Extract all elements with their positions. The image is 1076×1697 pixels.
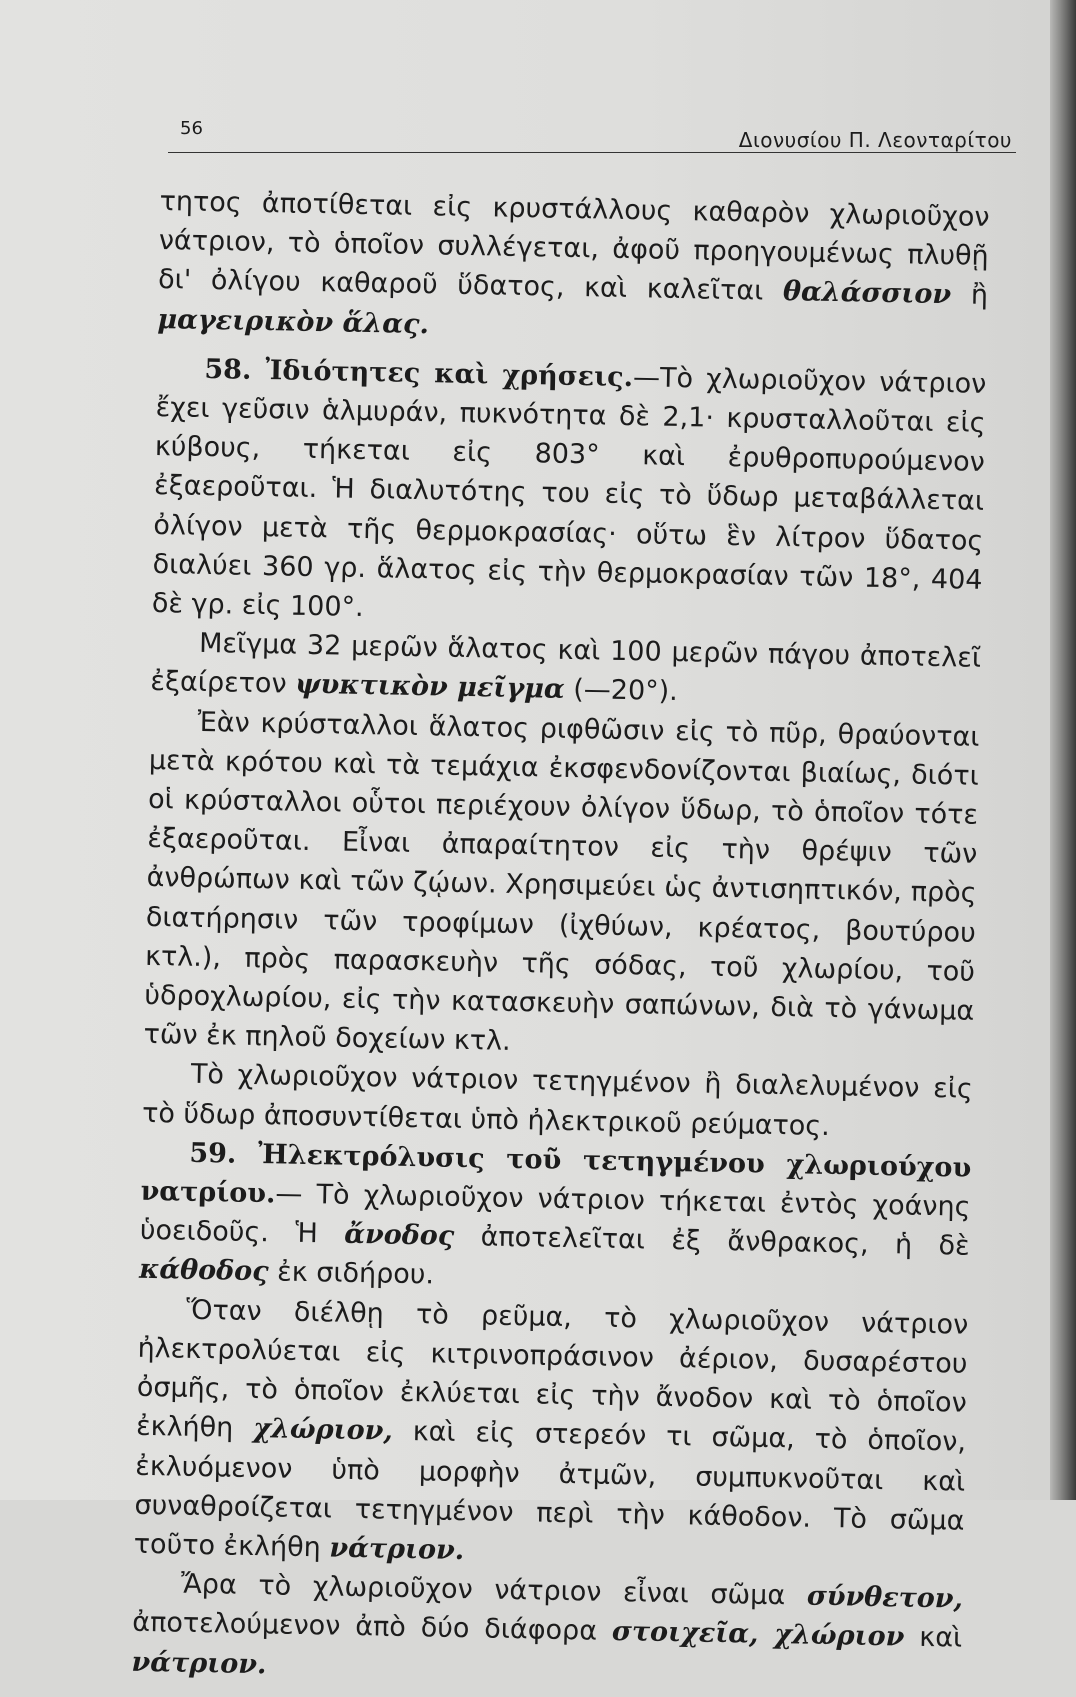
running-title: Διονυσίου Π. Λεονταρίτου <box>738 128 1012 152</box>
emphasis-term: στοιχεῖα, χλώριον <box>611 1616 905 1653</box>
paragraph-text: ἀποτελούμενον ἀπὸ δύο διάφορα <box>132 1607 598 1647</box>
emphasis-term: νάτριον. <box>131 1646 267 1680</box>
body-text <box>131 182 990 1697</box>
paragraph-text: —Τὸ χλωριοῦχον νάτριον ἔχει γεῦσιν ἁλμυράν, πυκνότητα δὲ 2,1· κρυσταλλοῦται εἰς κύβους, τήκεται εἰς 803° καὶ ἐρυθροπυρούμενον ἐξαεροῦται. Ἡ διαλυτότης του εἰς τὸ ὕδωρ μεταβάλλεται ὀλίγον μετὰ τῆς θερμοκρασίας· οὕτω ἓν λίτρον ὕδατος διαλύει 360 γρ. ἅλατος εἰς τὴν θερμοκρασίαν τῶν 18°, 404 δὲ γρ. εἰς 100°. <box>151 361 987 624</box>
emphasis-term: σύνθετον, <box>806 1580 964 1615</box>
emphasis-term: χλώριον, <box>252 1413 394 1447</box>
paragraph-text: καὶ <box>919 1622 963 1654</box>
emphasis-term: νάτριον. <box>329 1532 465 1566</box>
paragraph-text: ἢ <box>970 279 989 312</box>
paragraph-6 <box>139 1133 972 1306</box>
paragraph-8 <box>131 1564 963 1697</box>
paragraph-4 <box>143 702 980 1071</box>
page-header <box>168 116 1016 153</box>
paragraph-text: ἀποτελεῖται ἐξ ἄνθρακος, ἡ δὲ <box>480 1221 970 1263</box>
emphasis-term: κάθοδος <box>138 1254 269 1288</box>
section-heading-59: 59. Ἠλεκτρόλυσις τοῦ τετηγμένου χλωριούχου νατρίου. <box>140 1137 972 1210</box>
emphasis-term: ἄνοδος <box>343 1219 455 1253</box>
emphasis-term: μαγειρικὸν ἅλας. <box>157 303 430 340</box>
emphasis-term: ψυκτικὸν μεῖγμα <box>294 669 566 706</box>
paragraph-text: καὶ εἰς στερεόν τι σῶμα, τὸ ὁποῖον, ἐκλυόμενον ὑπὸ μορφὴν ἀτμῶν, συμπυκνοῦται καὶ συναθροίζεται τετηγμένον περὶ τὴν κάθοδον. Τὸ σῶμα τοῦτο ἐκλήθη <box>133 1416 967 1564</box>
emphasis-term: θαλάσσιον <box>782 276 952 311</box>
section-heading-58: 58. Ἰδιότητες καὶ χρήσεις. <box>204 353 634 393</box>
paragraph-1 <box>157 182 990 355</box>
paragraph-text: ἐκ σιδήρου. <box>276 1256 435 1291</box>
paragraph-text: — Τὸ χλωριοῦχον νάτριον τήκεται ἐντὸς χοάνης ὑοειδοῦς. Ἡ <box>139 1178 971 1250</box>
book-spine-shadow <box>1050 0 1076 1500</box>
paragraph-text: τητος ἀποτίθεται εἰς κρυστάλλους καθαρὸν χλωριοῦχον νάτριον, τὸ ὁποῖον συλλέγεται, ἀφοῦ προηγουμένως πλυθῇ δι' ὀλίγου καθαροῦ ὕδατος, καὶ καλεῖται <box>157 185 990 308</box>
paragraph-text: Ἐὰν κρύσταλλοι ἅλατος ριφθῶσιν εἰς τὸ πῦρ, θραύονται μετὰ κρότου καὶ τὰ τεμάχια ἐκσφενδονίζονται βιαίως, διότι οἱ κρύσταλλοι οὗτοι περιέχουν ὀλίγον ὕδωρ, τὸ ὁποῖον τότε ἐξαεροῦται. Εἶναι ἀπαραίτητον εἰς τὴν θρέψιν τῶν ἀνθρώπων καὶ τῶν ζῴων. Χρησιμεύει ὡς ἀντισηπτικόν, πρὸς διατήρησιν τῶν τροφίμων (ἰχθύων, κρέατος, βουτύρου κτλ.), πρὸς παρασκευὴν τῆς σόδας, τοῦ χλωρίου, τοῦ ὑδροχλωρίου, εἰς τὴν κατασκευὴν σαπώνων, διὰ τὸ γάνωμα τῶν ἐκ πηλοῦ δοχείων κτλ. <box>143 706 980 1058</box>
paragraph-text: (—20°). <box>573 674 679 708</box>
page-number: 56 <box>180 118 203 139</box>
paragraph-text: Μεῖγμα 32 μερῶν ἅλατος καὶ 100 μερῶν πάγου ἀποτελεῖ ἐξαίρετον <box>150 628 982 700</box>
paragraph-text: Ὅταν διέλθῃ τὸ ρεῦμα, τὸ χλωριοῦχον νάτριον ἠλεκτρολύεται εἰς κιτρινοπράσινον ἀέριον, δυσαρέστου ὀσμῆς, τὸ ὁποῖον ἐκλύεται εἰς τὴν ἄνοδον καὶ τὸ ὁποῖον ἐκλήθη <box>135 1294 969 1444</box>
paragraph-7 <box>133 1289 968 1579</box>
paragraph-text: Τὸ χλωριοῦχον νάτριον τετηγμένον ἢ διαλελυμένον εἰς τὸ ὕδωρ ἀποσυντίθεται ὑπὸ ἠλεκτρικοῦ ρεύματος. <box>141 1059 974 1142</box>
paragraph-text: Ἄρα τὸ χλωριοῦχον νάτριον εἶναι σῶμα <box>180 1568 786 1612</box>
paragraph-2 <box>152 349 987 639</box>
